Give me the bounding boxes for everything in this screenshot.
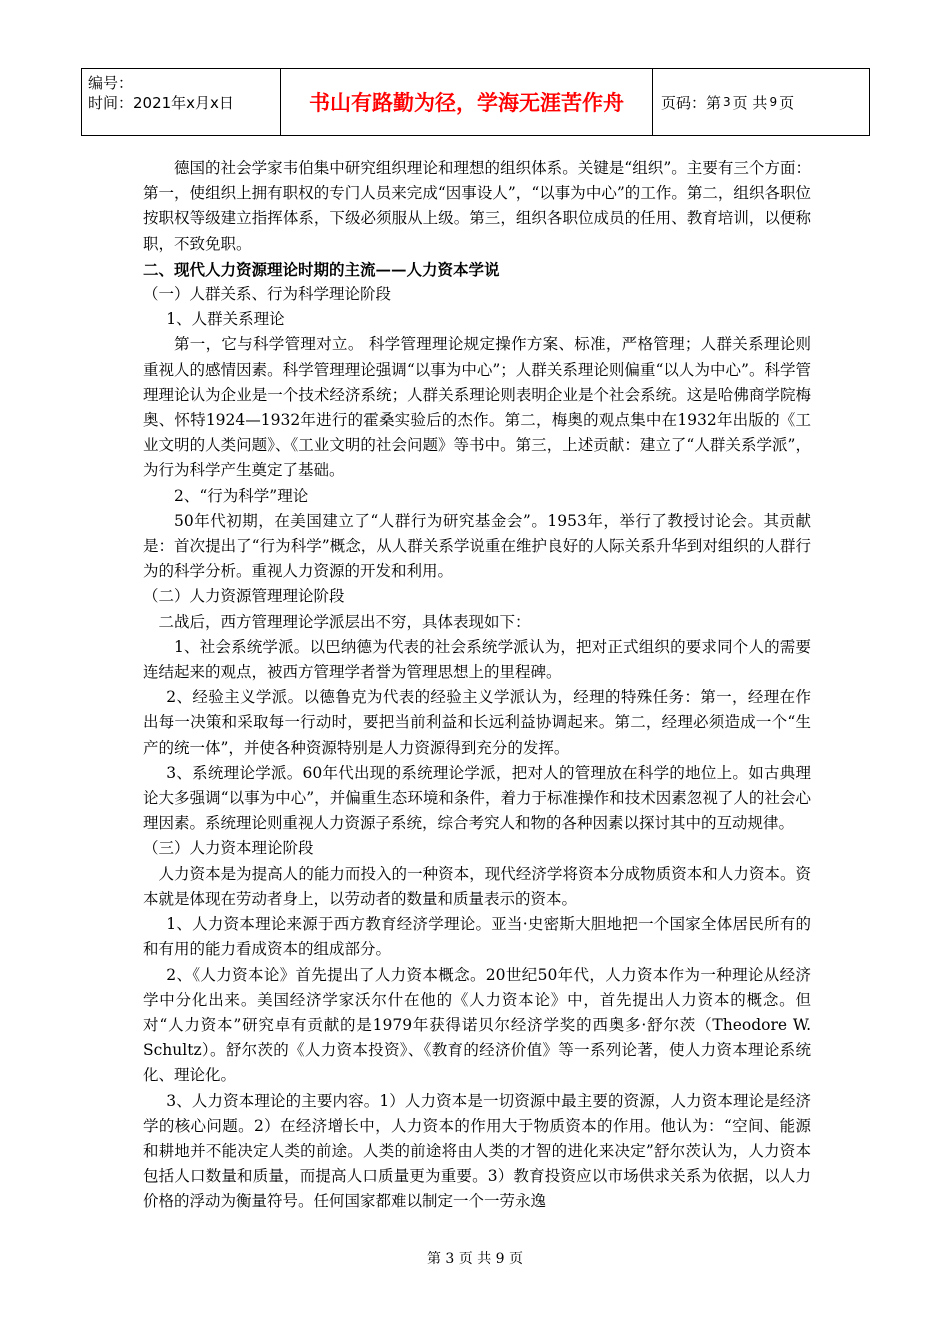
section-heading: 二、现代人力资源理论时期的主流——人力资本学说 bbox=[143, 259, 500, 279]
page-footer: 第 3 页 共 9 页 bbox=[426, 1251, 524, 1267]
paragraph: 2、经验主义学派。以德鲁克为代表的经验主义学派认为，经理的特殊任务：第一，经理在作出每一决策和采取每一行动时，要把当前利益和长远利益协调起来。第二，经理必须造成一个“生产的统一体”，并使各种资源特别是人力资源得到充分的发挥。 bbox=[143, 688, 811, 757]
page-header bbox=[81, 68, 870, 136]
paragraph: 3、系统理论学派。60年代出现的系统理论学派，把对人的管理放在科学的地位上。如古典理论大多强调“以事为中心”，并偏重生态环境和条件，着力于标准操作和技术因素忽视了人的社会心理因素。系统理论则重视人力资源子系统，综合考究人和物的各种因素以探讨其中的互动规律。 bbox=[143, 763, 811, 833]
document-body bbox=[143, 156, 811, 1215]
paragraph: 1、人群关系理论 bbox=[166, 310, 285, 329]
paragraph: 德国的社会学家韦伯集中研究组织理论和理想的组织体系。关键是“组织”。主要有三个方面：第一，使组织上拥有职权的专门人员来完成“因事设人”，“以事为中心”的工作。第二，组织各职位按职权等级建立指挥体系，下级必须服从上级。第三，组织各职位成员的任用、教育培训，以便称职，不致免职。 bbox=[143, 159, 811, 253]
paragraph: 50年代初期，在美国建立了“人群行为研究基金会”。1953年，举行了教授讨论会。其贡献是：首次提出了“行为科学”概念，从人群关系学说重在维护良好的人际关系升华到对组织的人群行为的科学分析。重视人力资源的开发和利用。 bbox=[143, 511, 811, 581]
paragraph: 2、《人力资本论》首先提出了人力资本概念。20世纪50年代，人力资本作为一种理论从经济学中分化出来。美国经济学家沃尔什在他的《人力资本论》中，首先提出人力资本的概念。但对“人力资本”研究卓有贡献的是1979年获得诺贝尔经济学奖的西奥多·舒尔茨（Theodore W. Schultz）。舒尔茨的《人力资本投资》、《教育的经济价值》等一系列论著，使人力资本理论系统化、理论化。 bbox=[143, 965, 811, 1085]
header-page-number bbox=[653, 69, 869, 135]
page-current: 3 bbox=[723, 95, 731, 109]
page-prefix: 页码：第 bbox=[661, 93, 722, 112]
date-label: 时间：2021年x月x日 bbox=[88, 94, 234, 112]
paragraph: （一）人群关系、行为科学理论阶段 bbox=[143, 285, 392, 304]
page-total: 9 bbox=[769, 95, 778, 109]
page-mid: 页 共 bbox=[732, 93, 768, 112]
paragraph: 1、社会系统学派。以巴纳德为代表的社会系统学派认为，把对正式组织的要求同个人的需要连结起来的观点，被西方管理学者誉为管理思想上的里程碑。 bbox=[143, 637, 811, 682]
paragraph: 二战后，西方管理理论学派层出不穷，具体表现如下： bbox=[158, 612, 531, 631]
header-meta bbox=[82, 69, 281, 135]
paragraph: 2、“行为科学”理论 bbox=[174, 486, 309, 505]
paragraph: （三）人力资本理论阶段 bbox=[143, 839, 314, 858]
page-suffix: 页 bbox=[779, 93, 795, 112]
header-motto: 书山有路勤为径，学海无涯苦作舟 bbox=[281, 69, 653, 135]
paragraph: （二）人力资源管理理论阶段 bbox=[143, 587, 345, 606]
serial-label: 编号： bbox=[88, 74, 134, 92]
paragraph: 人力资本是为提高人的能力而投入的一种资本，现代经济学将资本分成物质资本和人力资本。资本就是体现在劳动者身上，以劳动者的数量和质量表示的资本。 bbox=[143, 864, 811, 908]
paragraph: 第一，它与科学管理对立。 科学管理理论规定操作方案、标准，严格管理；人群关系理论则重视人的感情因素。科学管理理论强调“以事为中心”；人群关系理论则偏重“以人为中心”。科学管理理论认为企业是一个技术经济系统；人群关系理论则表明企业是个社会系统。这是哈佛商学院梅奥、怀特1924—1932年进行的霍桑实验后的杰作。第二，梅奥的观点集中在1932年出版的《工业文明的人类问题》、《工业文明的社会问题》等书中。第三，上述贡献：建立了“人群关系学派”，为行为科学产生奠定了基础。 bbox=[143, 335, 811, 480]
paragraph: 1、人力资本理论来源于西方教育经济学理论。亚当·史密斯大胆地把一个国家全体居民所有的和有用的能力看成资本的组成部分。 bbox=[143, 915, 811, 959]
paragraph: 3、人力资本理论的主要内容。1）人力资本是一切资源中最主要的资源，人力资本理论是经济学的核心问题。2）在经济增长中，人力资本的作用大于物质资本的作用。他认为：“空间、能源和耕地并不能决定人类的前途。人类的前途将由人类的才智的进化来决定”舒尔茨认为，人力资本包括人口数量和质量，而提高人口质量更为重要。3）教育投资应以市场供求关系为依据，以人力价格的浮动为衡量符号。任何国家都难以制定一个一劳永逸 bbox=[143, 1091, 811, 1211]
